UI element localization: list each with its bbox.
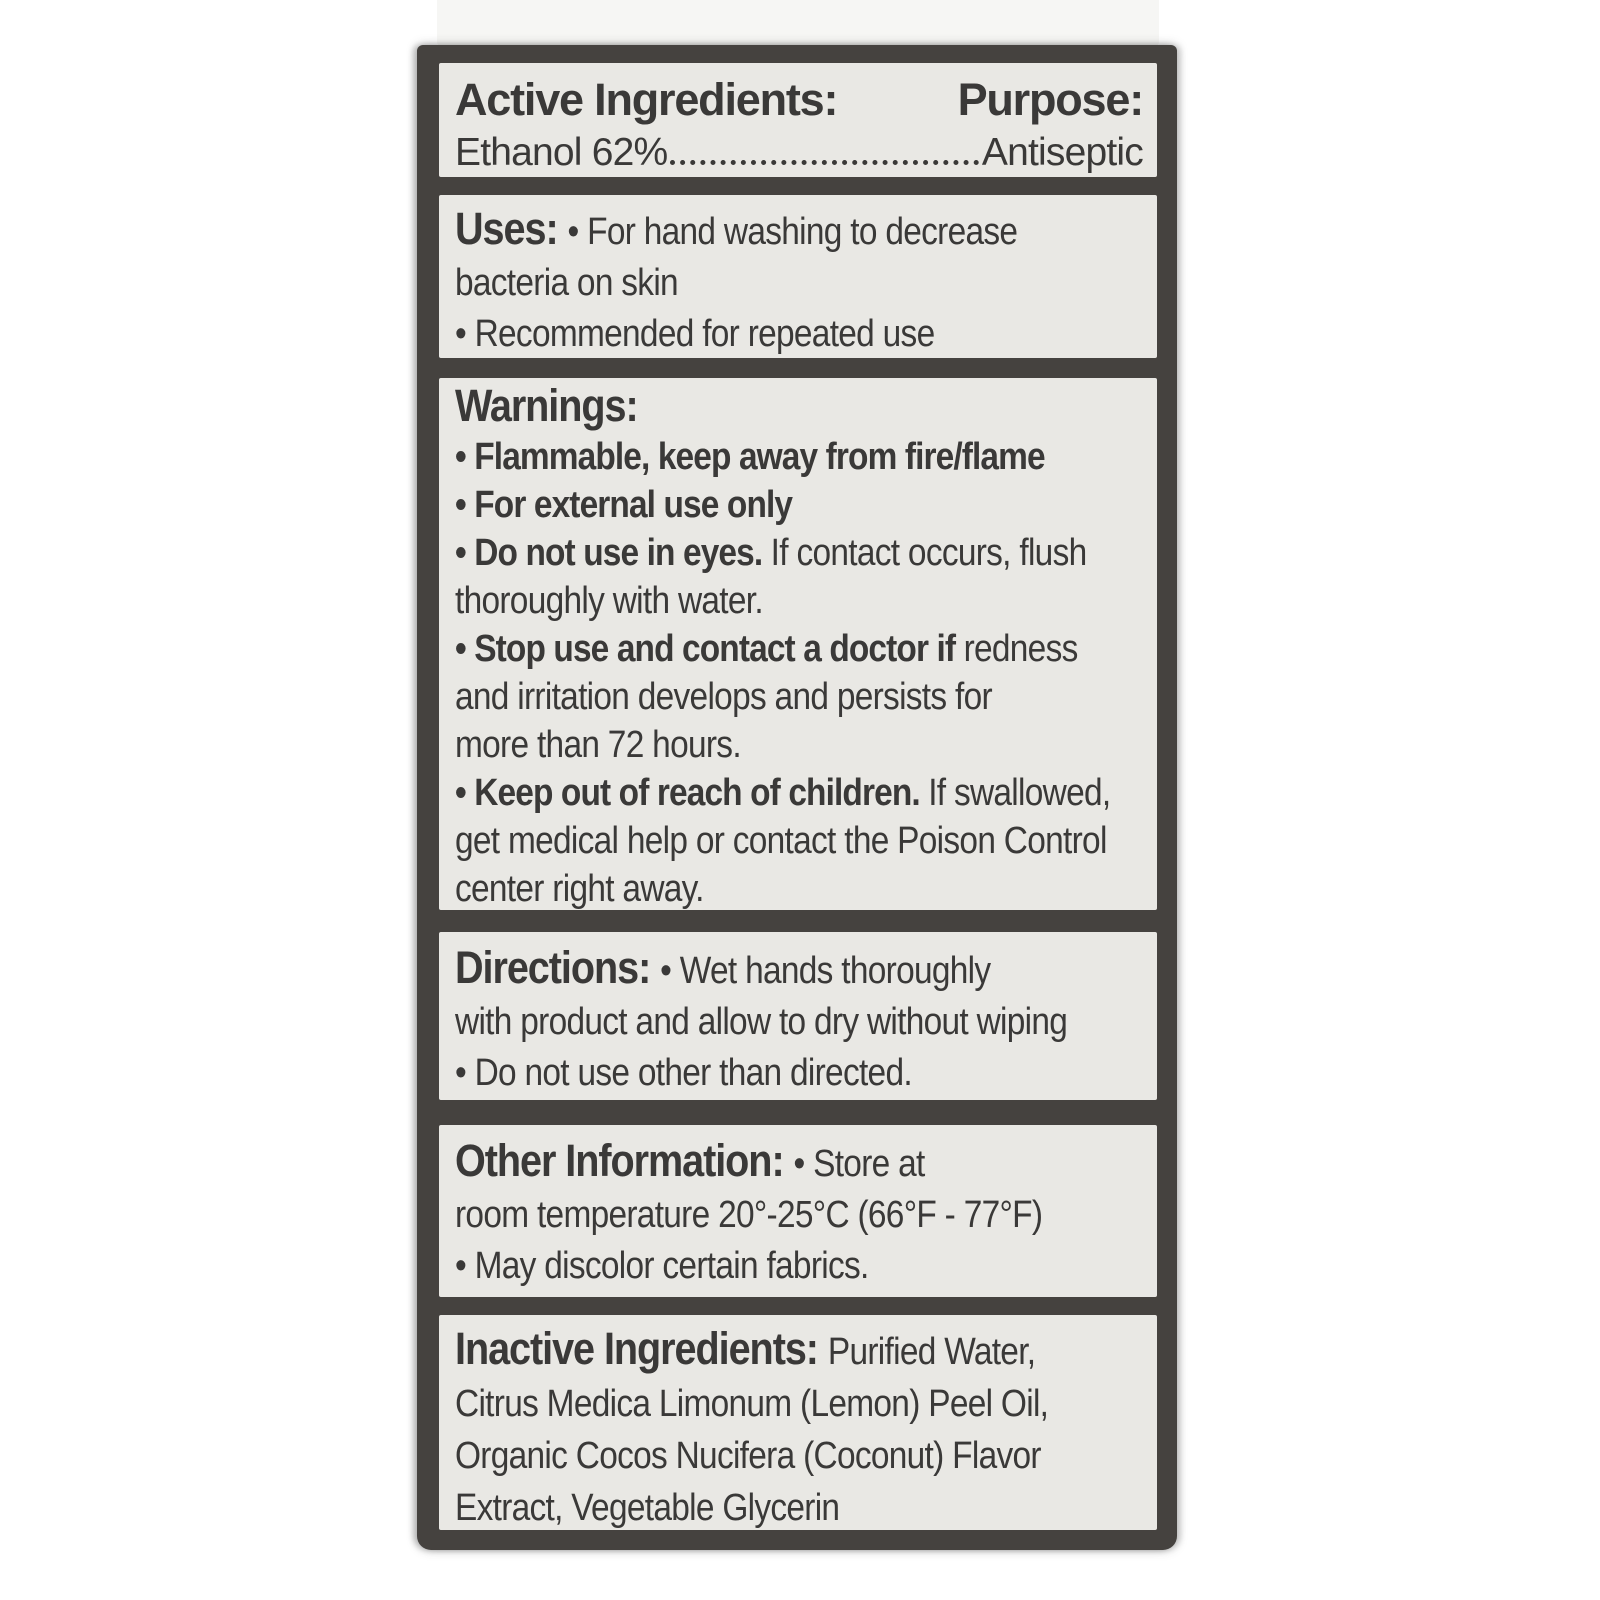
text-line: get medical help or contact the Poison Control (455, 820, 1107, 862)
text-line: • Do not use other than directed. (455, 1052, 912, 1094)
text-line: Citrus Medica Limonum (Lemon) Peel Oil, (455, 1383, 1049, 1425)
text-line: • Stop use and contact a doctor if redness (455, 628, 1078, 670)
text-line: center right away. (455, 868, 704, 910)
bottle-surface-top (437, 0, 1159, 46)
text-line: and irritation develops and persists for (455, 676, 992, 718)
text-line: • Flammable, keep away from fire/flame (455, 436, 1045, 478)
section-active-ingredients (439, 63, 1157, 177)
text-line: • Do not use in eyes. If contact occurs, flush (455, 532, 1087, 574)
text-line: Directions: • Wet hands thoroughly (455, 942, 991, 993)
ingredient-purpose-row (455, 129, 1143, 177)
text-line: Inactive Ingredients: Purified Water, (455, 1323, 1036, 1374)
text-line: more than 72 hours. (455, 724, 741, 766)
section-divider (439, 910, 1157, 932)
section-uses (439, 195, 1157, 358)
section-directions (439, 932, 1157, 1100)
text-line: • Recommended for repeated use (455, 313, 935, 355)
purpose-value: Antiseptic (981, 131, 1143, 174)
text-line: Organic Cocos Nucifera (Coconut) Flavor (455, 1435, 1041, 1477)
section-divider (439, 177, 1157, 195)
text-line: • Keep out of reach of children. If swallowed, (455, 772, 1111, 814)
section-inactive-ingredients (439, 1315, 1157, 1530)
text-line: with product and allow to dry without wiping (455, 1001, 1068, 1043)
text-line: • May discolor certain fabrics. (455, 1245, 869, 1287)
section-divider (439, 358, 1157, 378)
drug-facts-label (417, 45, 1177, 1550)
section-warnings (439, 378, 1157, 910)
text-line: Warnings: (455, 380, 638, 431)
text-line: bacteria on skin (455, 262, 678, 304)
active-ingredients-heading: Active Ingredients: (455, 74, 838, 125)
active-ingredients-header-row (455, 71, 1143, 129)
text-line: Other Information: • Store at (455, 1135, 925, 1186)
text-line: Extract, Vegetable Glycerin (455, 1487, 840, 1529)
leader-dots (670, 160, 979, 165)
ingredient-name: Ethanol 62% (455, 131, 668, 174)
section-other-information (439, 1125, 1157, 1297)
text-line: • For external use only (455, 484, 793, 526)
text-line: room temperature 20°-25°C (66°F - 77°F) (455, 1194, 1043, 1236)
text-line: thoroughly with water. (455, 580, 763, 622)
section-divider (439, 1297, 1157, 1315)
text-line: Uses: • For hand washing to decrease (455, 203, 1018, 254)
section-divider (439, 1100, 1157, 1125)
purpose-heading: Purpose: (957, 74, 1143, 125)
